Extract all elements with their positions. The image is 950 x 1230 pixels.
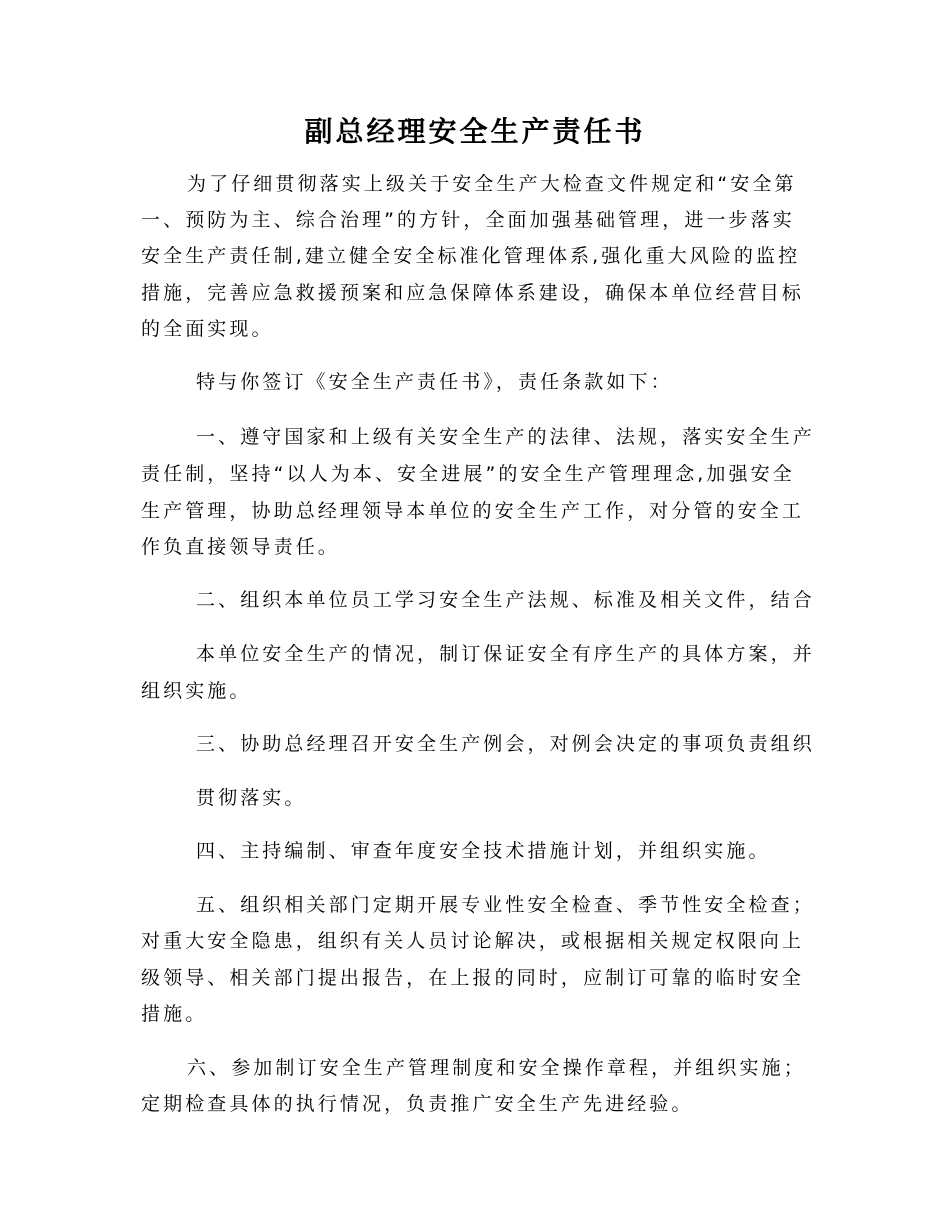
paragraph-line: 作负直接领导责任。 — [141, 536, 340, 558]
paragraph-line: 本单位安全生产的情况，制订保证安全有序生产的具体方案，并 — [196, 643, 815, 665]
paragraph-line: 组织实施。 — [141, 680, 252, 702]
paragraph-line: 四、主持编制、审查年度安全技术措施计划，并组织实施。 — [196, 840, 771, 862]
paragraph-line: 为了仔细贯彻落实上级关于安全生产大检查文件规定和“安全第 — [187, 173, 797, 195]
paragraph-line: 二、组织本单位员工学习安全生产法规、标准及相关文件，结合 — [196, 589, 815, 611]
paragraph-line: 定期检查具体的执行情况，负责推广安全生产先进经验。 — [141, 1093, 694, 1115]
paragraph-line: 责任制，坚持“以人为本、安全进展”的安全生产管理理念,加强安全 — [141, 463, 795, 485]
paragraph-line: 贯彻落实。 — [196, 787, 307, 809]
paragraph-line: 措施，完善应急救援预案和应急保障体系建设，确保本单位经营目标 — [141, 282, 805, 304]
paragraph-line: 五、组织相关部门定期开展专业性安全检查、季节性安全检查； — [196, 894, 815, 916]
paragraph-line: 级领导、相关部门提出报告，在上报的同时，应制订可靠的临时安全 — [141, 967, 805, 989]
paragraph-line: 生产管理，协助总经理领导本单位的安全生产工作，对分管的安全工 — [141, 500, 805, 522]
paragraph-line: 安全生产责任制,建立健全安全标准化管理体系,强化重大风险的监控 — [141, 245, 801, 267]
document-title: 副总经理安全生产责任书 — [304, 115, 646, 148]
paragraph-line: 一、预防为主、综合治理”的方针，全面加强基础管理，进一步落实 — [141, 209, 795, 231]
paragraph-line: 的全面实现。 — [141, 318, 274, 340]
paragraph-line: 一、遵守国家和上级有关安全生产的法律、法规，落实安全生产 — [196, 426, 815, 448]
paragraph-line: 特与你签订《安全生产责任书》，责任条款如下： — [196, 371, 673, 393]
paragraph-line: 六、参加制订安全生产管理制度和安全操作章程，并组织实施； — [187, 1057, 806, 1079]
paragraph-line: 措施。 — [141, 1003, 208, 1025]
paragraph-line: 三、协助总经理召开安全生产例会，对例会决定的事项负责组织 — [196, 733, 815, 755]
paragraph-line: 对重大安全隐患，组织有关人员讨论解决，或根据相关规定权限向上 — [141, 930, 805, 952]
